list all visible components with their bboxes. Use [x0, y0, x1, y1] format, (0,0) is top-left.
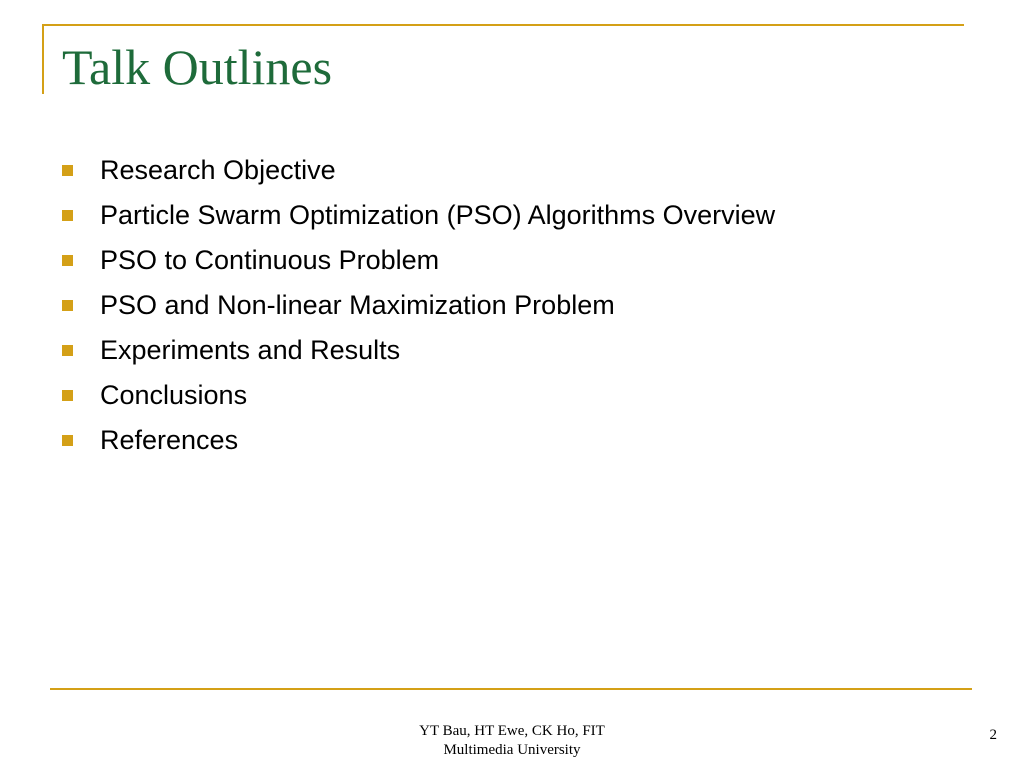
square-bullet-icon — [62, 300, 73, 311]
bullet-item — [62, 418, 775, 463]
frame-top-rule — [42, 24, 964, 26]
square-bullet-icon — [62, 390, 73, 401]
footer-credits — [0, 722, 1024, 760]
footer-rule — [50, 688, 972, 690]
bullet-item — [62, 193, 775, 238]
bullet-text: References — [100, 425, 239, 455]
bullet-text: Particle Swarm Optimization (PSO) Algorithms Overview — [100, 200, 776, 230]
bullet-item — [62, 238, 775, 283]
bullet-item — [62, 328, 775, 373]
square-bullet-icon — [62, 210, 73, 221]
footer-institution: Multimedia University — [443, 742, 581, 758]
page-number: 2 — [989, 727, 997, 743]
square-bullet-icon — [62, 435, 73, 446]
frame-left-rule — [42, 24, 44, 94]
bullet-text: Experiments and Results — [100, 335, 401, 365]
bullet-item — [62, 373, 775, 418]
square-bullet-icon — [62, 165, 73, 176]
bullet-text: Conclusions — [100, 380, 248, 410]
bullet-list — [62, 148, 775, 463]
square-bullet-icon — [62, 255, 73, 266]
slide-title: Talk Outlines — [62, 39, 333, 95]
bullet-item — [62, 148, 775, 193]
bullet-text: Research Objective — [100, 155, 336, 185]
bullet-text: PSO and Non-linear Maximization Problem — [100, 290, 615, 320]
bullet-item — [62, 283, 775, 328]
bullet-text: PSO to Continuous Problem — [100, 245, 440, 275]
square-bullet-icon — [62, 345, 73, 356]
footer-authors: YT Bau, HT Ewe, CK Ho, FIT — [419, 723, 605, 739]
